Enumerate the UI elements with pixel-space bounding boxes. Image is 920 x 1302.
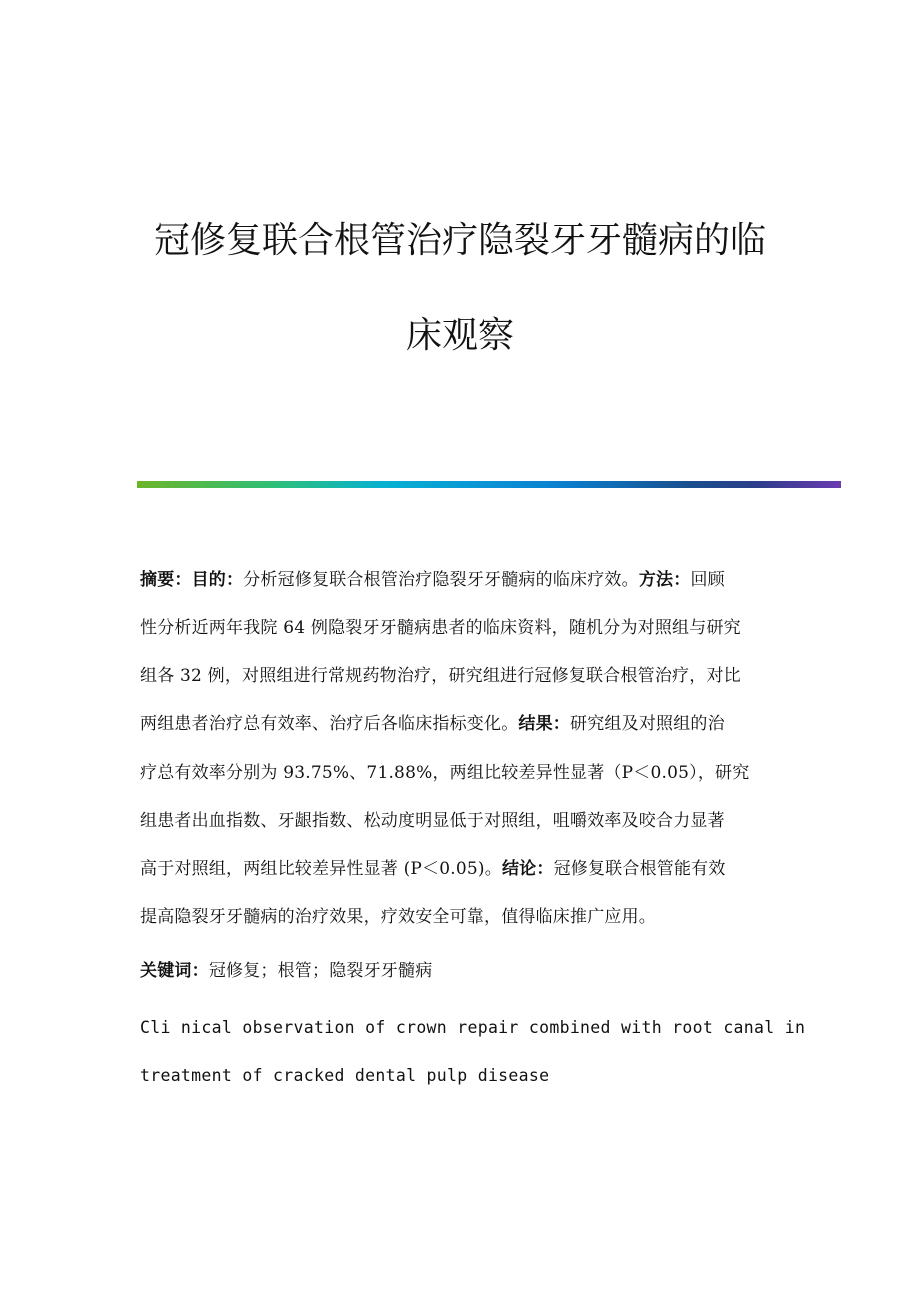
keywords-text: 冠修复；根管；隐裂牙牙髓病 xyxy=(208,961,433,981)
abstract-line xyxy=(140,713,725,735)
abstract-line xyxy=(140,569,725,591)
method-label: 方法： xyxy=(638,570,691,590)
page-title-line-1: 冠修复联合根管治疗隐裂牙牙髓病的临 xyxy=(153,220,766,261)
english-title-line-1: Cli nical observation of crown repair combined with root canal in xyxy=(140,1018,806,1037)
conclusion-text: 冠修复联合根管能有效 xyxy=(553,859,726,879)
gradient-divider xyxy=(137,481,841,488)
abstract-line: 疗总有效率分别为 93.75%、71.88%，两组比较差异性显著（P＜0.05），研究 xyxy=(140,763,750,783)
result-text: 高于对照组，两组比较差异性显著 (P＜0.05)。 xyxy=(140,859,502,879)
abstract-line xyxy=(140,858,726,880)
abstract-line: 组各 32 例，对照组进行常规药物治疗，研究组进行冠修复联合根管治疗，对比 xyxy=(140,666,741,686)
abstract-line: 组患者出血指数、牙龈指数、松动度明显低于对照组，咀嚼效率及咬合力显著 xyxy=(140,811,725,831)
abstract-label: 摘要： xyxy=(140,570,192,590)
method-text: 两组患者治疗总有效率、治疗后各临床指标变化。 xyxy=(140,714,519,734)
result-label: 结果： xyxy=(518,714,571,734)
abstract-line: 提高隐裂牙牙髓病的治疗效果，疗效安全可靠，值得临床推广应用。 xyxy=(140,907,656,927)
objective-label: 目的： xyxy=(191,570,244,590)
keywords xyxy=(140,960,432,982)
page-title-line-2: 床观察 xyxy=(405,315,514,356)
conclusion-label: 结论： xyxy=(501,859,554,879)
english-title-line-2: treatment of cracked dental pulp disease xyxy=(140,1066,550,1085)
method-text: 回顾 xyxy=(690,570,725,590)
abstract-line: 性分析近两年我院 64 例隐裂牙牙髓病患者的临床资料，随机分为对照组与研究 xyxy=(140,618,741,638)
keywords-label: 关键词： xyxy=(140,961,209,981)
objective-text: 分析冠修复联合根管治疗隐裂牙牙髓病的临床疗效。 xyxy=(243,570,639,590)
result-text: 研究组及对照组的治 xyxy=(570,714,725,734)
